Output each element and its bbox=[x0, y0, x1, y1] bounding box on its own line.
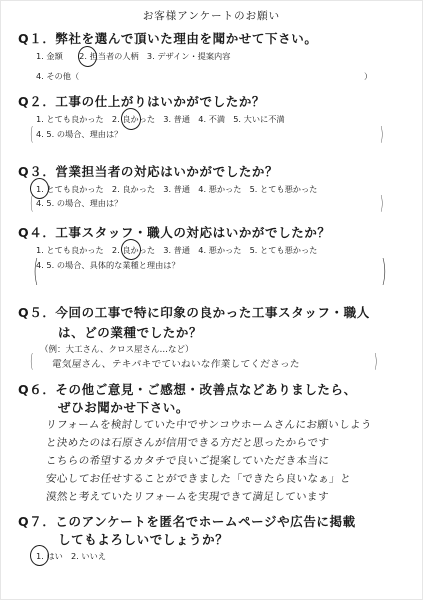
q1-options: 1. 金額 2. 担当者の人柄 3. デザイン・提案内容 bbox=[36, 51, 231, 61]
q2-close-paren: ) bbox=[380, 123, 384, 145]
q2-options: 1. とても良かった 2. 良かった 3. 普通 4. 不満 5. 大いに不満 bbox=[36, 114, 285, 124]
q5-example: （例：大工さん、クロス屋さん…など） bbox=[40, 345, 194, 355]
question-5-line-1: Q５．今回の工事で特に印象の良かった工事スタッフ・職人 bbox=[18, 305, 370, 320]
q3-options: 1. とても良かった 2. 良かった 3. 普通 4. 悪かった 5. とても悪かった bbox=[36, 184, 318, 194]
question-2: Q２．工事の仕上がりはいかがでしたか？ bbox=[18, 94, 266, 109]
q3-follow-up: 4. 5. の場合、理由は？ bbox=[36, 198, 123, 208]
q5-open-paren: ( bbox=[30, 350, 34, 372]
q6-answer-line-2: と決めたのは石原さんが信用できる方だと思ったからです bbox=[45, 437, 330, 449]
q4-open-paren: ( bbox=[33, 254, 39, 289]
q4-follow-up: 4. 5. の場合、具体的な業種と理由は？ bbox=[36, 260, 180, 270]
question-5-line-2: は、どの業種でしたか？ bbox=[58, 325, 203, 340]
q6-answer-line-3: こちらの希望するカタチで良いご提案していただき本当に bbox=[45, 455, 330, 467]
q5-close-paren: ) bbox=[374, 350, 378, 372]
q5-handwritten-answer: 電気屋さん、テキパキでていねいな作業してくださった bbox=[51, 359, 301, 370]
question-4: Q４．工事スタッフ・職人の対応はいかがでしたか？ bbox=[18, 225, 331, 240]
q2-selection-circle bbox=[120, 107, 143, 132]
q1-other-close: ） bbox=[364, 71, 373, 81]
q4-selection-circle bbox=[120, 238, 143, 262]
page-title: お客様アンケートのお願い bbox=[142, 10, 281, 22]
question-6-line-2: ぜひお聞かせ下さい。 bbox=[58, 400, 190, 415]
question-3: Q３．営業担当者の対応はいかがでしたか？ bbox=[18, 164, 279, 179]
q6-answer-line-5: 漠然と考えていたリフォームを実現できて満足しています bbox=[45, 491, 330, 503]
q4-close-paren: ) bbox=[381, 254, 387, 289]
q1-selection-circle bbox=[77, 45, 99, 68]
q7-selection-circle bbox=[30, 545, 49, 566]
question-7-line-1: Q７．このアンケートを匿名でホームページや広告に掲載 bbox=[18, 514, 356, 529]
q1-other-label: 4. その他（ bbox=[36, 71, 80, 81]
question-1: Q１．弊社を選んで頂いた理由を聞かせて下さい。 bbox=[18, 31, 318, 46]
q2-follow-up: 4. 5. の場合、理由は？ bbox=[36, 129, 123, 139]
q3-open-paren: ( bbox=[30, 192, 34, 214]
question-6-line-1: Q６．その他ご意見・ご感想・改善点などありましたら、 bbox=[18, 382, 357, 397]
q3-close-paren: ) bbox=[380, 192, 384, 214]
q6-answer-line-4: 安心してお任せすることができました「できたら良いなぁ」と bbox=[45, 473, 352, 485]
q6-answer-line-1: リフォームを検討していた中でサンコウホームさんにお願いしよう bbox=[45, 419, 373, 431]
q2-open-paren: ( bbox=[30, 123, 34, 145]
question-7-line-2: してもよろしいでしょうか？ bbox=[58, 532, 229, 547]
q4-options: 1. とても良かった 2. 良かった 3. 普通 4. 悪かった 5. とても悪かった bbox=[36, 245, 318, 255]
q7-options: 1. はい 2. いいえ bbox=[36, 551, 106, 561]
